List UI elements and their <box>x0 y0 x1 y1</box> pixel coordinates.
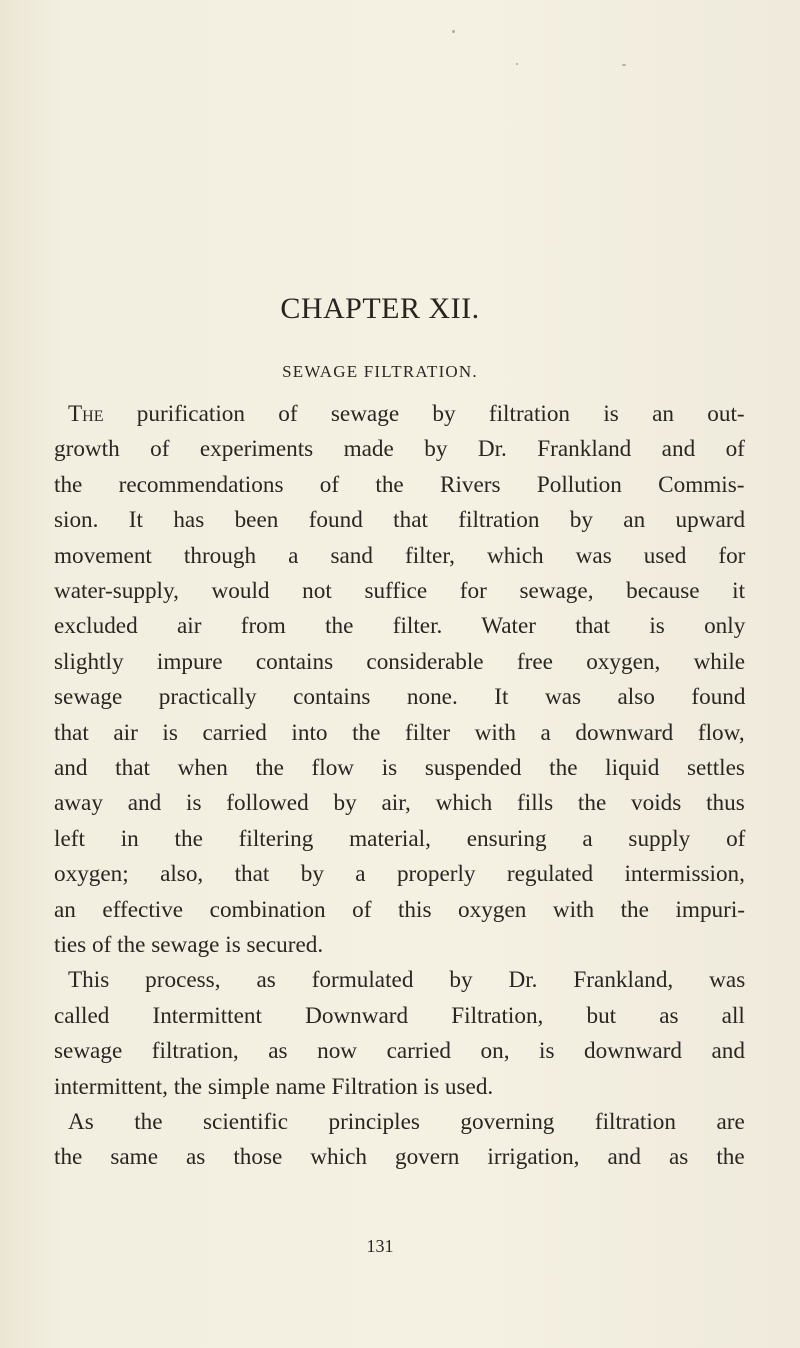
page-speck <box>516 63 518 65</box>
text-line: away and is followed by air, which fills the voids thus <box>54 790 745 817</box>
text-line: growth of experiments made by Dr. Frankland and of <box>54 436 745 463</box>
text-line: sewage practically contains none. It was also found <box>54 684 746 711</box>
text-line: intermittent, the simple name Filtration is used. <box>54 1073 494 1100</box>
page-speck <box>622 64 626 66</box>
text-line: The purification of sewage by filtration is an out- <box>68 401 745 427</box>
page-speck <box>452 30 455 33</box>
page-number: 131 <box>366 1236 394 1256</box>
text-line: sion. It has been found that filtration by an upward <box>54 507 746 534</box>
text-line: oxygen; also, that by a properly regulated intermission, <box>54 861 745 888</box>
text-line: called Intermittent Downward Filtration, but as all <box>54 1002 745 1029</box>
text-line: that air is carried into the filter with a downward flow, <box>54 719 745 746</box>
text-line: sewage filtration, as now carried on, is downward and <box>54 1038 745 1065</box>
text-line: As the scientific principles governing filtration are <box>68 1109 745 1135</box>
text-line: the same as those which govern irrigation, and as the <box>54 1144 745 1171</box>
text-line: excluded air from the filter. Water that is only <box>54 613 746 640</box>
text-line: ties of the sewage is secured. <box>54 932 324 958</box>
text-line: slightly impure contains considerable free oxygen, while <box>54 648 746 675</box>
text-line: left in the filtering material, ensuring a supply of <box>54 825 746 852</box>
section-title: SEWAGE FILTRATION. <box>282 362 478 381</box>
text-line: water-supply, would not suffice for sewage, because it <box>54 578 746 604</box>
text-line: an effective combination of this oxygen with the impuri- <box>54 896 746 923</box>
chapter-title: CHAPTER XII. <box>280 292 480 325</box>
text-line: This process, as formulated by Dr. Frankland, was <box>68 967 746 994</box>
text-line: and that when the flow is suspended the liquid settles <box>54 755 745 781</box>
text-line: the recommendations of the Rivers Pollution Commis- <box>54 471 745 498</box>
text-line: movement through a sand filter, which was used for <box>54 542 746 569</box>
